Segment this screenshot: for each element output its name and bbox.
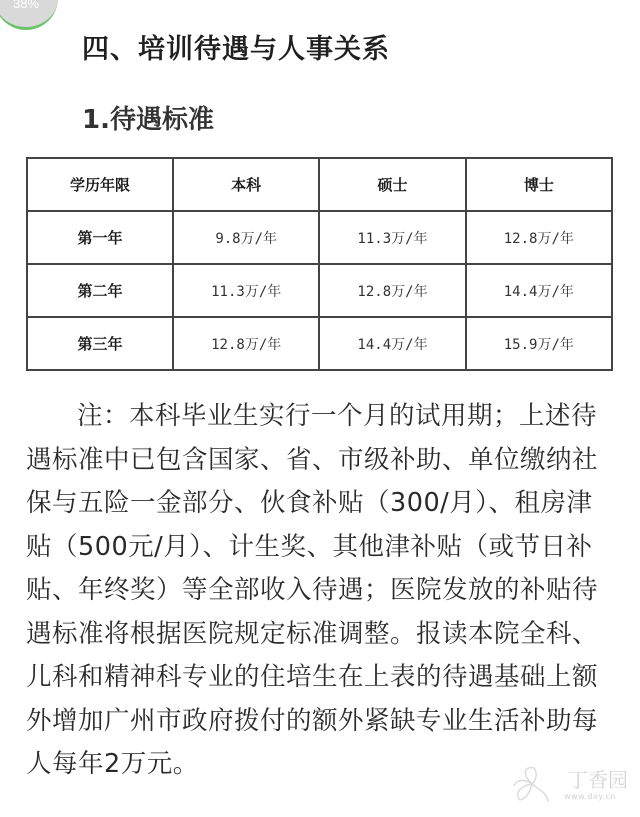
table-row bbox=[27, 264, 612, 317]
watermark-url: www.dxy.cn bbox=[564, 792, 616, 801]
table-row bbox=[27, 317, 612, 370]
cell-master: 11.3万/年 bbox=[319, 211, 465, 264]
salary-table bbox=[26, 157, 613, 371]
cell-bachelor: 9.8万/年 bbox=[173, 211, 319, 264]
cell-master: 12.8万/年 bbox=[319, 264, 465, 317]
progress-badge[interactable] bbox=[0, 0, 58, 30]
header-education-years: 学历年限 bbox=[27, 158, 173, 211]
header-doctor: 博士 bbox=[466, 158, 612, 211]
row-label: 第二年 bbox=[27, 264, 173, 317]
progress-percent: 38% bbox=[12, 0, 40, 11]
cell-bachelor: 11.3万/年 bbox=[173, 264, 319, 317]
watermark-name: 丁香园 bbox=[568, 768, 628, 792]
cell-master: 14.4万/年 bbox=[319, 317, 465, 370]
sub-title: 1.待遇标准 bbox=[82, 105, 214, 135]
header-master: 硕士 bbox=[319, 158, 465, 211]
cell-doctor: 12.8万/年 bbox=[466, 211, 612, 264]
row-label: 第一年 bbox=[27, 211, 173, 264]
row-label: 第三年 bbox=[27, 317, 173, 370]
cell-doctor: 14.4万/年 bbox=[466, 264, 612, 317]
section-title: 四、培训待遇与人事关系 bbox=[82, 34, 390, 65]
note-paragraph: 注：本科毕业生实行一个月的试用期；上述待遇标准中已包含国家、省、市级补助、单位缴纳社保与五险一金部分、伙食补贴（300/月）、租房津贴（500元/月）、计生奖、其他津补贴（或节日补贴、年终奖）等全部收入待遇；医院发放的补贴待遇标准将根据医院规定标准调整。报读本院全科、儿科和精神科专业的住培生在上表的待遇基础上额外增加广州市政府拨付的额外紧缺专业生活补助每人每年2万元。 bbox=[26, 401, 599, 779]
table-header-row bbox=[27, 158, 612, 211]
watermark bbox=[512, 762, 632, 806]
dxy-flower-logo-icon bbox=[512, 764, 552, 804]
header-bachelor: 本科 bbox=[173, 158, 319, 211]
cell-doctor: 15.9万/年 bbox=[466, 317, 612, 370]
cell-bachelor: 12.8万/年 bbox=[173, 317, 319, 370]
table-row bbox=[27, 211, 612, 264]
